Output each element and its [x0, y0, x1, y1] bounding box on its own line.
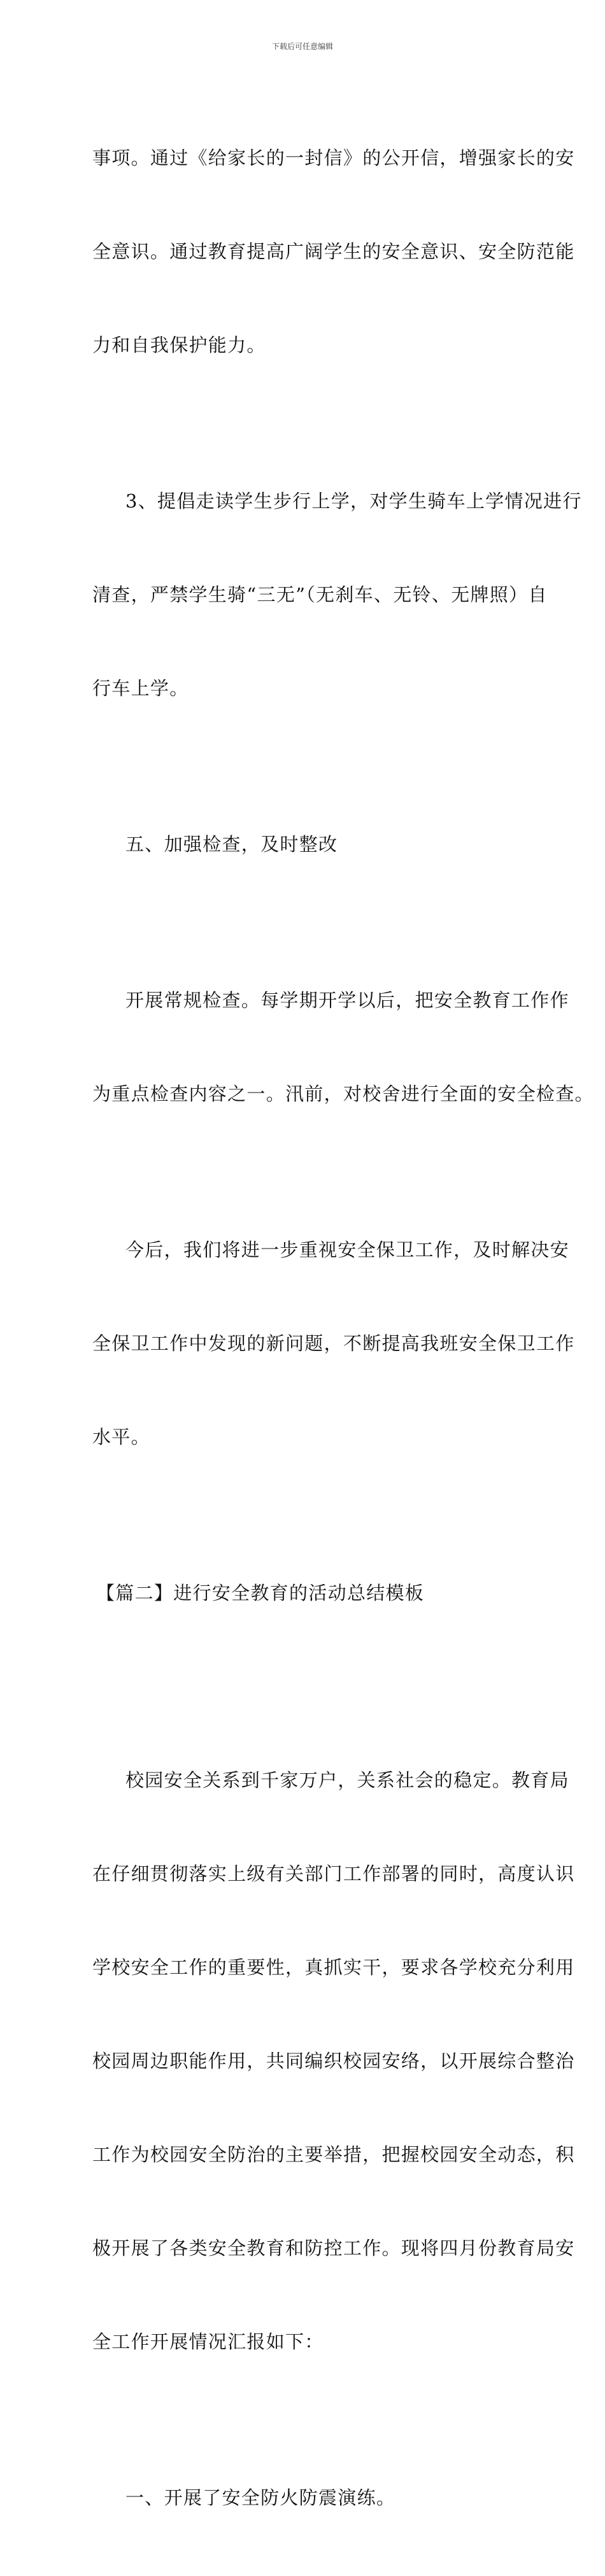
text-line: 力和自我保护能力。: [92, 334, 266, 356]
blank-line: [92, 1671, 515, 1702]
text-line: 为重点检查内容之一。汛前，对校舍进行全面的安全检查。: [92, 1083, 594, 1105]
text-line: 全保卫工作中发现的新问题，不断提高我班安全保卫工作: [92, 1333, 575, 1354]
text-line: 事项。通过《给家长的一封信》的公开信，增强家长的安: [92, 147, 575, 169]
text-line: 校园安全关系到千家万户，关系社会的稳定。教育局: [125, 1769, 569, 1791]
document-body: [92, 80, 594, 2576]
page-header-note: 下载后可任意编辑: [271, 42, 333, 51]
text-line: 开展常规检查。每学期开学以后，把安全教育工作作: [125, 989, 569, 1011]
paragraph-future: [92, 1172, 575, 1515]
text-line: 3、提倡走读学生步行上学，对学生骑车上学情况进行: [125, 490, 582, 512]
paragraph-routine-check: [92, 923, 594, 1172]
text-line: 五、加强检查，及时整改: [125, 833, 338, 855]
section-heading-one: [92, 2420, 515, 2576]
paragraph-campus-safety: [92, 1702, 575, 2420]
paragraph-item-3: [92, 423, 582, 767]
text-line: 全意识。通过教育提高广阔学生的安全意识、安全防范能: [92, 241, 575, 262]
text-line: 工作为校园安全防治的主要举措，把握校园安全动态，积: [92, 2144, 575, 2165]
section-heading-five: [92, 767, 515, 923]
text-line: 行车上学。: [92, 677, 189, 699]
text-line: 校园周边职能作用，共同编织校园安络，以开展综合整治: [92, 2050, 575, 2072]
text-line: 全工作开展情况汇报如下：: [92, 2331, 324, 2353]
text-line: 在仔细贯彻落实上级有关部门工作部署的同时，高度认识: [92, 1863, 575, 1885]
text-line: 清查，严禁学生骑“三无”（无刹车、无铃、无牌照）自: [92, 584, 548, 605]
article-title: [92, 1515, 515, 1671]
text-line: 一、开展了安全防火防震演练。: [125, 2487, 396, 2509]
text-line: 学校安全工作的重要性，真抓实干，要求各学校充分利用: [92, 1957, 575, 1978]
text-line: 极开展了各类安全教育和防控工作。现将四月份教育局安: [92, 2237, 575, 2259]
paragraph-continuation: [92, 80, 575, 423]
text-line: 今后，我们将进一步重视安全保卫工作，及时解决安: [125, 1239, 569, 1261]
text-line: 【篇二】进行安全教育的活动总结模板: [96, 1582, 425, 1604]
text-line: 水平。: [92, 1426, 150, 1448]
